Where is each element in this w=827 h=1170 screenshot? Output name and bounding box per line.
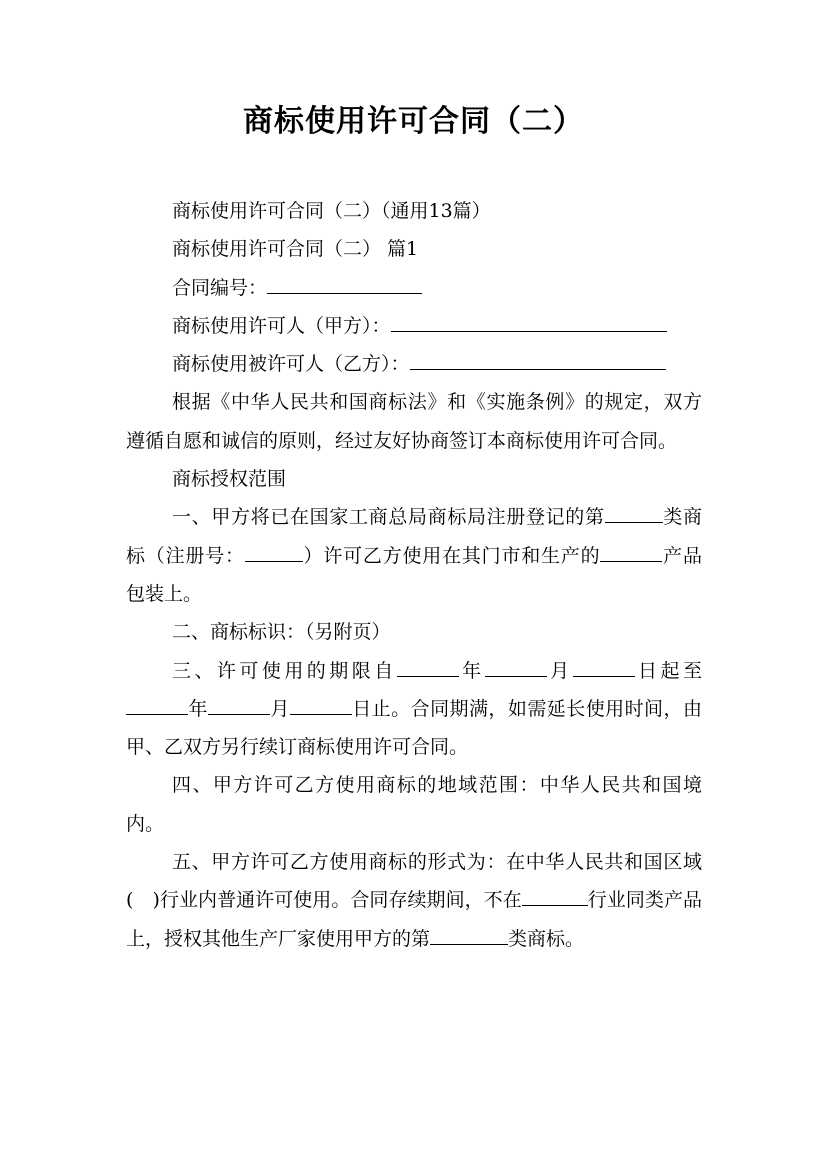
clause-3-text-end: 日止。合同期满，如需延长使用时间，由甲、乙双方另行续订商标使用许可合同。 (126, 697, 702, 759)
clause-3-year-label: 年 (458, 659, 485, 682)
class-number-blank (605, 502, 663, 523)
clause-3-day-from-label: 日起至 (634, 659, 702, 682)
start-day-blank (573, 656, 635, 677)
clause-4: 四、甲方许可乙方使用商标的地域范围：中华人民共和国境内。 (126, 774, 702, 835)
clause-1-text-e: 产品包装上。 (126, 544, 702, 605)
licensee-label: 商标使用被许可人（乙方）： (172, 353, 410, 376)
subtitle: 商标使用许可合同（二）（通用13篇） (172, 200, 491, 222)
scope-heading: 商标授权范围 (172, 468, 287, 491)
contract-number-blank (267, 273, 422, 294)
clause-5 (126, 843, 702, 958)
clause-1 (126, 498, 702, 613)
clause-5-text-a: 五、甲方许可乙方使用商标的形式为：在中华人民共和国区域( )行业内普通许可使用。合同存续期间，不在 (126, 851, 702, 912)
licensee-line (126, 345, 702, 383)
clause-5-text-b: 行业同类产品上，授权其他生产厂家使用甲方的第 (126, 889, 702, 950)
document-body (126, 192, 702, 958)
licensor-blank (391, 311, 667, 332)
clause-1-text-b: 类商标（注册号： (126, 506, 702, 567)
end-day-blank (290, 694, 352, 715)
contract-number-label: 合同编号： (172, 276, 268, 299)
clause-1-text-a: 一、甲方将已在国家工商总局商标局注册登记的第 (172, 506, 605, 529)
trademark-class-blank (430, 924, 508, 945)
document-title: 商标使用许可合同（二） (243, 104, 584, 139)
licensor-label: 商标使用许可人（甲方）： (172, 314, 391, 337)
section-heading: 商标使用许可合同（二） 篇1 (172, 238, 419, 261)
end-month-blank (208, 694, 270, 715)
clause-5-text-c: 类商标。 (508, 927, 585, 950)
industry-blank (522, 885, 588, 906)
clause-3-end-month-label: 月 (269, 697, 290, 720)
end-year-blank (126, 694, 188, 715)
preamble-paragraph: 根据《中华人民共和国商标法》和《实施条例》的规定，双方遵循自愿和诚信的原则，经过友好协商签订本商标使用许可合同。 (126, 391, 702, 452)
clause-3-text-a: 三、许可使用的期限自 (172, 659, 397, 682)
start-year-blank (397, 656, 459, 677)
clause-1-text-c: ）许可乙方使用在其门市和 (302, 544, 542, 567)
registration-number-blank (245, 541, 303, 562)
clause-3-end-year-label: 年 (188, 697, 208, 720)
clause-3 (126, 652, 702, 767)
contract-number-line (126, 269, 702, 307)
start-month-blank (485, 656, 547, 677)
clause-2: 二、商标标识：（另附页） (172, 621, 391, 644)
licensor-line (126, 307, 702, 345)
clause-3-month-label: 月 (546, 659, 573, 682)
product-blank (600, 541, 662, 562)
clause-1-text-d: 生产的 (541, 544, 601, 567)
licensee-blank (410, 349, 666, 370)
